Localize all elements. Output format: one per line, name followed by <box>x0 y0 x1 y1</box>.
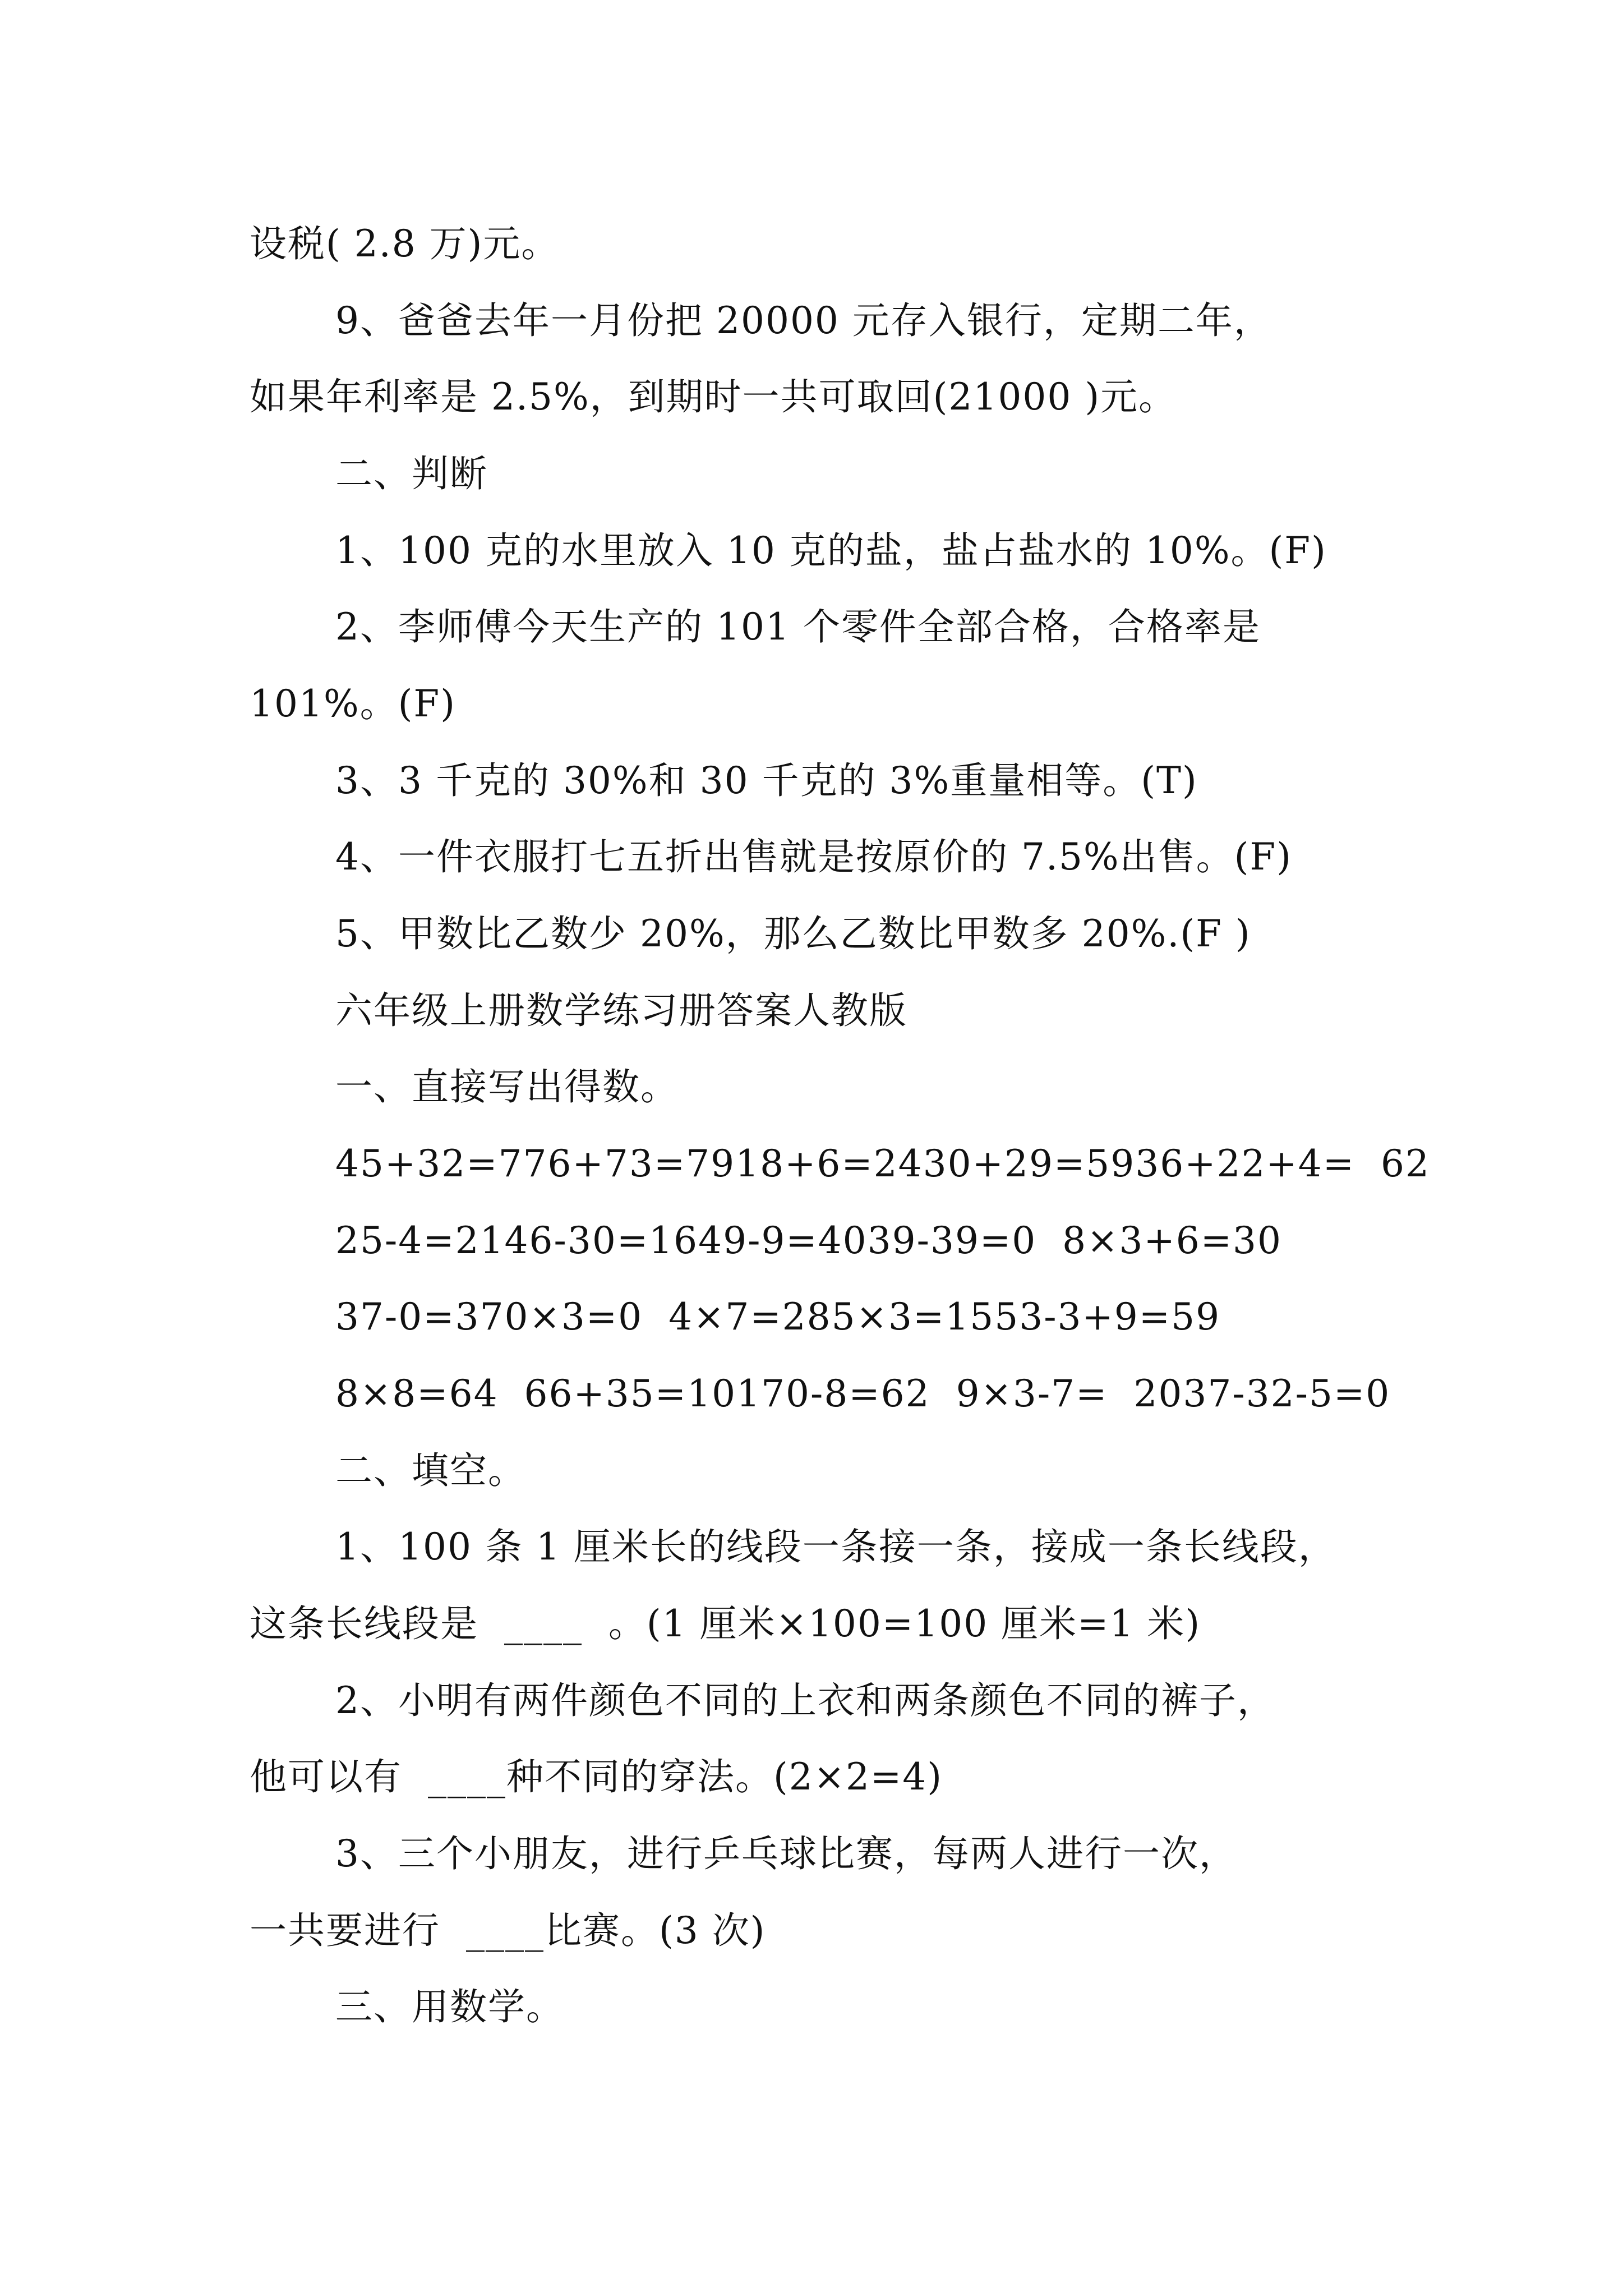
text-line: 2、小明有两件颜色不同的上衣和两条颜色不同的裤子， <box>335 1679 1275 1722</box>
text-line: 3、3 千克的 30%和 30 千克的 3%重量相等。(T) <box>335 759 1198 802</box>
text-line: 101%。(F) <box>250 682 456 725</box>
text-line: 1、100 条 1 厘米长的线段一条接一条，接成一条长线段， <box>335 1525 1336 1568</box>
text-line: 设税( 2.8 万)元。 <box>250 222 560 265</box>
text-line: 2、李师傅今天生产的 101 个零件全部合格，合格率是 <box>335 605 1261 648</box>
text-line: 4、一件衣服打七五折出售就是按原价的 7.5%出售。(F) <box>335 835 1292 878</box>
text-line: 如果年利率是 2.5%，到期时一共可取回(21000 )元。 <box>250 375 1177 418</box>
text-line: 37-0=370×3=0 4×7=285×3=1553-3+9=59 <box>335 1295 1221 1338</box>
text-line: 他可以有 ____种不同的穿法。(2×2=4) <box>250 1755 943 1798</box>
text-line: 1、100 克的水里放入 10 克的盐，盐占盐水的 10%。(F) <box>335 529 1327 572</box>
text-line: 8×8=64 66+35=10170-8=62 9×3-7= 2037-32-5=0 <box>335 1372 1391 1415</box>
text-line: 一共要进行 ____比赛。(3 次) <box>250 1909 766 1952</box>
text-line: 这条长线段是 ____ 。(1 厘米×100=100 厘米=1 米) <box>250 1602 1201 1645</box>
text-line: 5、甲数比乙数少 20%，那么乙数比甲数多 20%.(F ) <box>335 912 1251 955</box>
text-line: 25-4=2146-30=1649-9=4039-39=0 8×3+6=30 <box>335 1219 1283 1262</box>
section-heading: 二、填空。 <box>335 1449 526 1492</box>
text-line: 45+32=776+73=7918+6=2430+29=5936+22+4= 62 <box>335 1142 1431 1185</box>
section-heading: 三、用数学。 <box>335 1985 564 2028</box>
text-line: 9、爸爸去年一月份把 20000 元存入银行，定期二年， <box>335 299 1272 342</box>
section-heading: 二、判断 <box>335 452 488 495</box>
document-title: 六年级上册数学练习册答案人教版 <box>335 989 907 1032</box>
section-heading: 一、直接写出得数。 <box>335 1065 679 1108</box>
text-line: 3、三个小朋友，进行乒乓球比赛，每两人进行一次， <box>335 1832 1237 1875</box>
